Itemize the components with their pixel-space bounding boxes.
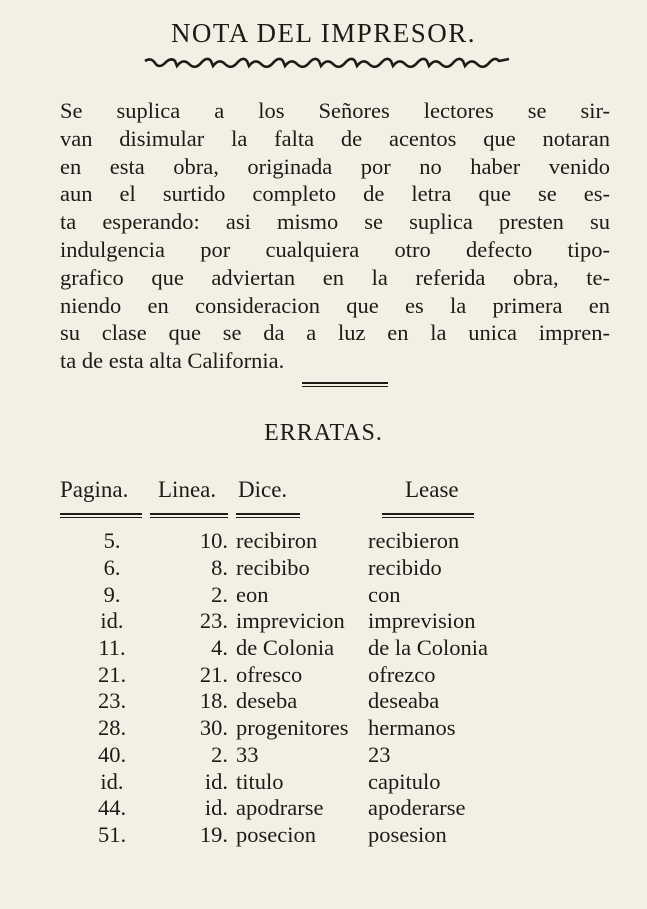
note-line: ta de esta alta California. bbox=[60, 348, 285, 374]
errata-pagina-cell: 21. bbox=[97, 661, 127, 687]
note-line: aun el surtido completo de letra que se es- bbox=[60, 181, 610, 207]
errata-linea-cell: 2. bbox=[211, 581, 228, 607]
header-rule-lease bbox=[382, 513, 474, 515]
errata-dice-cell: progenitores bbox=[236, 715, 349, 741]
errata-linea-cell: 30. bbox=[199, 715, 228, 741]
errata-row bbox=[56, 555, 488, 582]
note-line: niendo en consideracion que es la primera en bbox=[60, 292, 610, 318]
errata-lease-cell: apoderarse bbox=[368, 795, 466, 821]
header-lease: Lease bbox=[405, 477, 459, 502]
errata-row bbox=[56, 608, 488, 635]
header-pagina: Pagina. bbox=[60, 477, 129, 502]
note-line: ta esperando: asi mismo se suplica presten su bbox=[60, 209, 610, 235]
errata-linea-cell: 10. bbox=[199, 528, 228, 554]
note-line: van disimular la falta de acentos que notaran bbox=[60, 125, 610, 151]
errata-row bbox=[56, 795, 488, 822]
errata-dice-cell: ofresco bbox=[236, 661, 303, 687]
errata-linea-cell: 4. bbox=[211, 635, 228, 661]
errata-pagina-cell: 28. bbox=[97, 715, 127, 741]
section-divider bbox=[302, 382, 388, 384]
errata-linea-cell: 19. bbox=[199, 821, 228, 847]
errata-dice-cell: titulo bbox=[236, 768, 284, 794]
errata-lease-cell: deseaba bbox=[368, 688, 440, 714]
errata-dice-cell: de Colonia bbox=[236, 635, 335, 661]
errata-pagina-cell: 40. bbox=[97, 741, 127, 767]
errata-pagina-cell: 9. bbox=[103, 581, 121, 607]
errata-row bbox=[56, 661, 488, 688]
errata-dice-cell: recibibo bbox=[236, 555, 310, 581]
errata-linea-cell: 23. bbox=[199, 608, 228, 634]
errata-lease-cell: imprevision bbox=[368, 608, 476, 634]
note-line: su clase que se da a luz en la unica impren- bbox=[60, 320, 610, 346]
header-rule-linea-thin bbox=[150, 517, 228, 518]
errata-row bbox=[56, 688, 488, 715]
errata-pagina-cell: id. bbox=[100, 608, 124, 634]
header-rule-dice bbox=[236, 513, 300, 515]
errata-lease-cell: con bbox=[368, 581, 401, 607]
note-line: indulgencia por cualquiera otro defecto tipo- bbox=[60, 236, 610, 262]
header-rule-lease-thin bbox=[382, 517, 474, 518]
errata-pagina-cell: 5. bbox=[103, 528, 121, 554]
errata-linea-cell: 21. bbox=[199, 661, 228, 687]
errata-pagina-cell: 44. bbox=[97, 795, 127, 821]
errata-linea-cell: 8. bbox=[211, 555, 228, 581]
header-linea: Linea. bbox=[158, 477, 217, 502]
errata-pagina-cell: id. bbox=[100, 768, 124, 794]
errata-dice-cell: imprevicion bbox=[236, 608, 345, 634]
errata-pagina-cell: 23. bbox=[97, 688, 127, 714]
errata-lease-cell: posesion bbox=[368, 821, 447, 847]
errata-row bbox=[56, 768, 488, 795]
errata-dice-cell: eon bbox=[236, 581, 269, 607]
errata-pagina-cell: 51. bbox=[97, 821, 127, 847]
errata-row bbox=[56, 742, 488, 769]
note-line: Se suplica a los Señores lectores se sir- bbox=[60, 98, 610, 123]
errata-row bbox=[56, 581, 488, 608]
errata-pagina-cell: 6. bbox=[103, 555, 121, 581]
errata-lease-cell: de la Colonia bbox=[368, 635, 488, 661]
errata-lease-cell: recibieron bbox=[368, 528, 460, 554]
errata-dice-cell: 33 bbox=[236, 741, 259, 767]
errata-linea-cell: 18. bbox=[199, 688, 228, 714]
errata-title: ERRATAS. bbox=[264, 420, 383, 446]
errata-table bbox=[56, 528, 488, 848]
errata-lease-cell: capitulo bbox=[368, 768, 441, 794]
header-rule-dice-thin bbox=[236, 517, 300, 518]
errata-linea-cell: id. bbox=[204, 795, 228, 821]
errata-lease-cell: recibido bbox=[368, 555, 442, 581]
errata-dice-cell: recibiron bbox=[236, 528, 318, 554]
errata-row bbox=[56, 635, 488, 662]
page-title: NOTA DEL IMPRESOR. bbox=[170, 18, 477, 48]
errata-row bbox=[56, 528, 488, 555]
errata-linea-cell: id. bbox=[204, 768, 228, 794]
errata-dice-cell: apodrarse bbox=[236, 795, 324, 821]
header-rule-linea bbox=[150, 513, 228, 515]
errata-linea-cell: 2. bbox=[211, 741, 228, 767]
errata-dice-cell: deseba bbox=[236, 688, 298, 714]
header-rule-pagina bbox=[60, 513, 142, 515]
header-dice: Dice. bbox=[238, 477, 288, 502]
errata-row bbox=[56, 715, 488, 742]
errata-row bbox=[56, 822, 488, 849]
errata-pagina-cell: 11. bbox=[98, 635, 126, 661]
section-divider-thin bbox=[302, 386, 388, 387]
wavy-ornament bbox=[143, 55, 511, 73]
printer-note-paragraph bbox=[60, 97, 610, 375]
note-line: en esta obra, originada por no haber venido bbox=[60, 153, 610, 179]
errata-lease-cell: hermanos bbox=[368, 715, 456, 741]
note-line: grafico que adviertan en la referida obra, te- bbox=[60, 264, 610, 290]
errata-lease-cell: ofrezco bbox=[368, 661, 436, 687]
header-rule-pagina-thin bbox=[60, 517, 142, 518]
errata-lease-cell: 23 bbox=[368, 741, 391, 767]
errata-dice-cell: posecion bbox=[236, 821, 316, 847]
